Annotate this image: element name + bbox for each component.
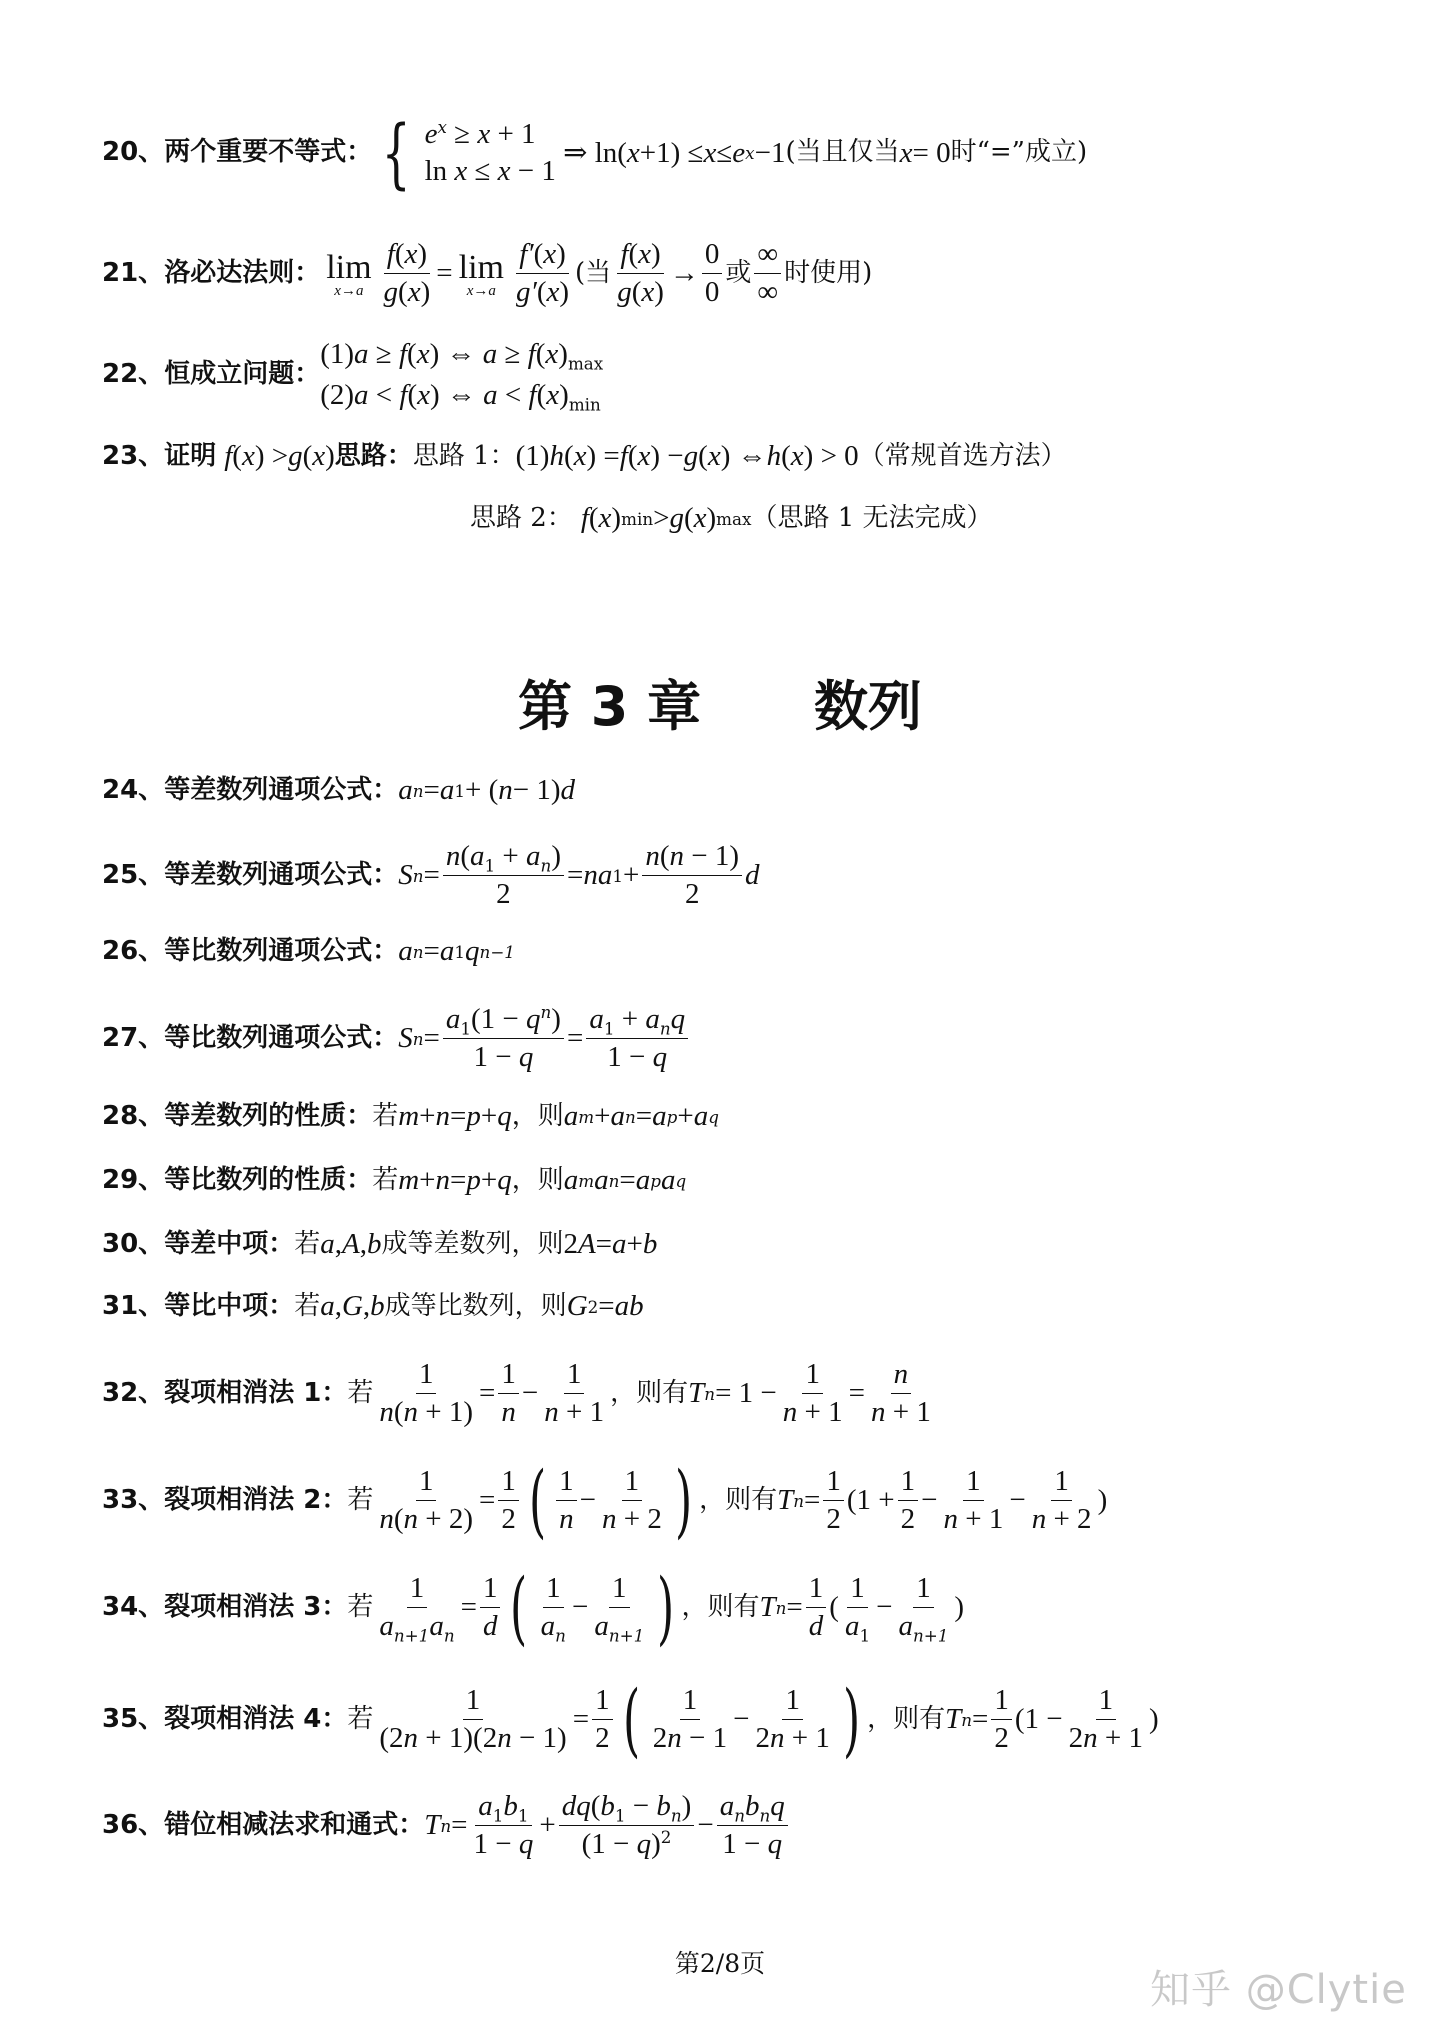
- formula-35: 35、 裂项相消法 4： 若 $\frac{1}{(2n + 1)(2n - 1)}$ = $\frac{1}{2}$ ( $\frac{1}{2n - 1}$ − $\frac{1}{2n + 1}$ ) ，则有 T n = $\frac{1}{2}$ (1 − $\frac{1}{2n + 1}$ ): [102, 1672, 1159, 1766]
- item-label: 证明: [164, 440, 217, 471]
- item-number: 28、: [102, 1100, 165, 1131]
- formula-25: 25、 等差数列通项公式： S n = $\frac{n(a_1 + a_n)}{2}$ = na 1 + $\frac{n(n - 1)}{2}$ d: [102, 840, 760, 911]
- formula-31: 31、 等比中项： 若 a , G , b 成等比数列，则 G 2 = ab: [102, 1290, 644, 1322]
- item-label: 等比数列通项公式：: [164, 935, 399, 966]
- formula-24: 24、 等差数列通项公式： a n = a 1 + ( n − 1) d: [102, 774, 576, 806]
- note-text: 或: [725, 257, 752, 288]
- formula-22: 22、 恒成立问题： (1)a ≥ f(x) ⇔ $a \ge f(x)_{max}$ (2)a < f(x) ⇔ $a < f(x)_{min}$: [102, 338, 604, 415]
- formula-29: 29、 等比数列的性质： 若 m + n = p + q ，则 a m a n = a p a q: [102, 1164, 687, 1196]
- item-label: 等比数列的性质：: [164, 1164, 373, 1195]
- formula-23-path2: 思路 2： f ( x ) min > g ( x ) max （思路 1 无法完成）: [470, 502, 993, 534]
- text-ze: ，则: [511, 1100, 564, 1131]
- item-label: 等差数列通项公式：: [164, 859, 399, 890]
- formula-32: 32、 裂项相消法 1： 若 $\frac{1}{n(n + 1)}$ = $\frac{1}{n}$ − $\frac{1}{n + 1}$ ，则有 T n = 1 − $\frac{1}{n + 1}$ = $\frac{n}{n + 1}$: [102, 1358, 931, 1429]
- text-ruo: 若: [372, 1164, 399, 1195]
- item-label: 两个重要不等式：: [164, 137, 373, 168]
- item-label: 裂项相消法 1：: [164, 1377, 348, 1408]
- formula-21: 21、 洛必达法则： lim x→a $\frac{f(x)}{g(x)}$ = lim x→a $\frac{f'(x)}{g'(x)}$ (当 $\frac{f(x)}{g(x)}$ → $\frac{0}{0}$ 或 $\frac{\infty}{\infty}$ 时使用): [102, 238, 873, 309]
- item-number: 36、: [102, 1809, 165, 1840]
- text-ruo: 若: [372, 1100, 399, 1131]
- item-label: 等差数列的性质：: [164, 1100, 373, 1131]
- text-ruo: 若: [294, 1228, 321, 1259]
- note-text: (当: [575, 257, 612, 288]
- item-number: 31、: [102, 1290, 165, 1321]
- item-label: 裂项相消法 4：: [164, 1703, 348, 1734]
- formula-23: 23、 证明 f ( x ) > g ( x ) 思路： 思路 1： (1) h ( x ) = f ( x ) − g ( x ) ⇔ h ( x ) > 0 （常规首选方法）: [102, 440, 1067, 472]
- item-label: 错位相减法求和通式：: [164, 1809, 425, 1840]
- inequality-system: { $e^x \ge x + 1$ ln x ≤ x − 1: [381, 108, 556, 198]
- formula-30: 30、 等差中项： 若 a , A , b 成等差数列，则 2 A = a + b: [102, 1228, 658, 1260]
- formula-34: 34、 裂项相消法 3： 若 $\frac{1}{a_{n+1}a_n}$ = $\frac{1}{d}$ ( $\frac{1}{a_n}$ − $\frac{1}{a_{n+1}}$ ) ，则有 T n = $\frac{1}{d}$ ( $\frac{1}{a_1}$ − $\frac{1}{a_{n+1}}$ ): [102, 1560, 965, 1654]
- text-zeyou: ，则有: [681, 1591, 760, 1622]
- text-ruo: 若: [347, 1484, 374, 1515]
- formula-27: 27、 等比数列通项公式： S n = $\frac{a_1(1 - q^n)}{1 - q}$ = $\frac{a_1 + a_nq}{1 - q}$: [102, 1003, 691, 1075]
- note-text: （思路 1 无法完成）: [751, 502, 993, 533]
- item-number: 29、: [102, 1164, 165, 1195]
- item-number: 23、: [102, 440, 165, 471]
- note-text: (当且仅当: [785, 137, 900, 168]
- page-number: 第2/8页: [674, 1949, 766, 1978]
- text-zeyou: ，则有: [867, 1703, 946, 1734]
- item-label: 裂项相消法 2：: [164, 1484, 348, 1515]
- path-label: 思路 2：: [470, 502, 573, 533]
- item-label: 等比数列通项公式：: [164, 1022, 399, 1053]
- item-number: 21、: [102, 257, 165, 288]
- item-label: 裂项相消法 3：: [164, 1591, 348, 1622]
- text-ze: ，则: [511, 1164, 564, 1195]
- item-label: 等差中项：: [164, 1228, 295, 1259]
- item-label: 等差数列通项公式：: [164, 774, 399, 805]
- item-number: 35、: [102, 1703, 165, 1734]
- item-number: 26、: [102, 935, 165, 966]
- formula-26: 26、 等比数列通项公式： a n = a 1 q n−1: [102, 935, 515, 967]
- item-number: 30、: [102, 1228, 165, 1259]
- item-label: 等比中项：: [164, 1290, 295, 1321]
- item-number: 25、: [102, 859, 165, 890]
- formula-20: 20、 两个重要不等式： { $e^x \ge x + 1$ ln x ≤ x − 1 ⇒ ln( x +1) ≤ x ≤ e x −1 (当且仅当 x = 0 时“=”成立): [102, 108, 1088, 198]
- item-number: 34、: [102, 1591, 165, 1622]
- item-label: 思路：: [334, 440, 413, 471]
- formula-36: 36、 错位相减法求和通式： T n = $\frac{a_1b_1}{1 - q}$ + $\frac{dq(b_1 - b_n)}{(1 - q)^2}$ − $\frac{a_nb_nq}{1 - q}$: [102, 1790, 791, 1862]
- item-number: 22、: [102, 359, 165, 390]
- text-ruo: 若: [294, 1290, 321, 1321]
- path-label: 思路 1：: [412, 440, 516, 471]
- watermark: 知乎 @Clytie: [1150, 1967, 1407, 2013]
- item-label: 洛必达法则：: [164, 257, 321, 288]
- formula-28: 28、 等差数列的性质： 若 m + n = p + q ，则 a m + a n = a p + a q: [102, 1100, 719, 1132]
- text-condition: 成等差数列，则: [381, 1228, 564, 1259]
- note-text: 时使用): [784, 257, 873, 288]
- text-ruo: 若: [347, 1591, 374, 1622]
- text-ruo: 若: [347, 1703, 374, 1734]
- item-label: 恒成立问题：: [164, 359, 321, 390]
- item-number: 27、: [102, 1022, 165, 1053]
- text-zeyou: ，则有: [610, 1377, 689, 1408]
- item-number: 24、: [102, 774, 165, 805]
- text-condition: 成等比数列，则: [384, 1290, 567, 1321]
- text-ruo: 若: [347, 1377, 374, 1408]
- item-number: 33、: [102, 1484, 165, 1515]
- text-zeyou: ，则有: [699, 1484, 778, 1515]
- note-text: （常规首选方法）: [858, 440, 1067, 471]
- item-number: 20、: [102, 137, 165, 168]
- chapter-title: 第 3 章 数列: [518, 675, 922, 738]
- formula-33: 33、 裂项相消法 2： 若 $\frac{1}{n(n + 2)}$ = $\frac{1}{2}$ ( $\frac{1}{n}$ − $\frac{1}{n + 2}$ ) ，则有 T n = $\frac{1}{2}$ (1 + $\frac{1}{2}$ − $\frac{1}{n + 1}$ − $\frac{1}{n + 2}$ ): [102, 1453, 1108, 1547]
- item-number: 32、: [102, 1377, 165, 1408]
- note-text: 时“=”成立): [950, 137, 1088, 168]
